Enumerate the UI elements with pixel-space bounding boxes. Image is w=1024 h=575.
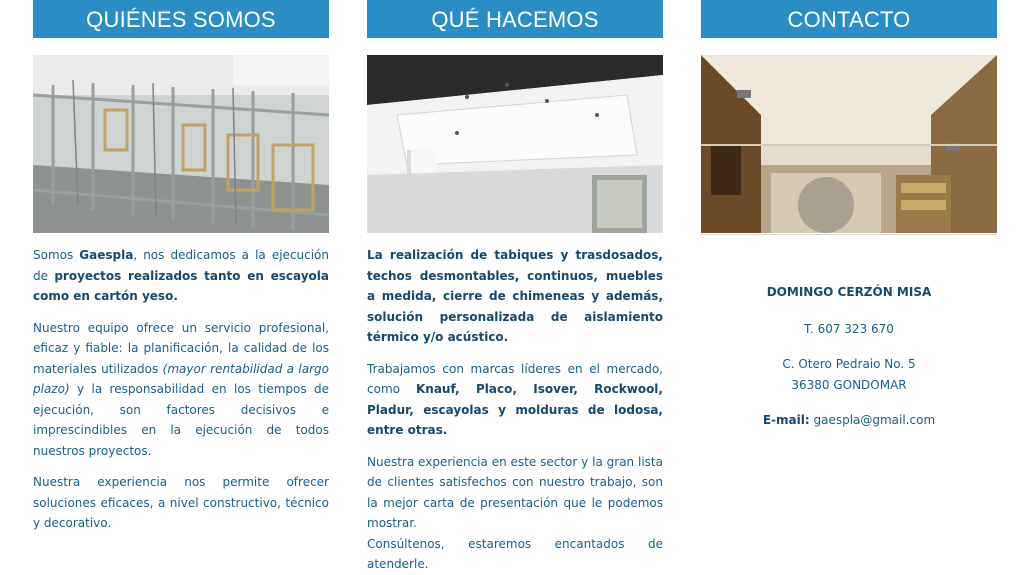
contact-email-row xyxy=(701,410,997,431)
email-label: E-mail: xyxy=(762,413,810,427)
services-paragraph-3: Nuestra experiencia en este sector y la gran lista de clientes satisfechos con nuestro trabajo, son la mejor carta de presentación que le podemos mostrar. Consúltenos, estaremos encantados de atenderle. xyxy=(367,454,663,571)
contact-column xyxy=(701,0,997,427)
brand-name: Gaespla xyxy=(79,248,134,262)
contact-header[interactable]: CONTACTO xyxy=(701,0,997,38)
about-text xyxy=(33,245,329,545)
services-paragraph-2: Trabajamos con marcas líderes en el mercado, como Knauf, Placo, Isover, Rockwool, Pladur, escayolas y molduras de lodosa, entre otras. xyxy=(367,361,663,437)
services-header[interactable]: QUÉ HACEMOS xyxy=(367,0,663,38)
services-photo xyxy=(367,55,663,233)
services-column xyxy=(367,0,663,571)
contact-name: DOMINGO CERZÓN MISA xyxy=(766,285,932,299)
services-paragraph-1: La realización de tabiques y trasdosados, techos desmontables, continuos, muebles a medida, cierre de chimeneas y además, solución personalizada de aislamiento térmico y/o acústico. xyxy=(367,248,663,344)
about-header[interactable]: QUIÉNES SOMOS xyxy=(33,0,329,38)
email-link[interactable]: gaespla@gmail.com xyxy=(813,413,936,427)
about-column xyxy=(33,0,330,530)
contact-info xyxy=(701,282,997,431)
contact-photo xyxy=(701,55,997,233)
contact-phone: T. 607 323 670 xyxy=(804,321,894,336)
about-paragraph-2: Nuestro equipo ofrece un servicio profesional, eficaz y fiable: la planificación, la calidad de los materiales utilizados (mayor rentabilidad a largo plazo) y la responsabilidad en los tiempos de ejecución, son factores decisivos e imprescindibles en la ejecución de todos nuestros proyectos. xyxy=(33,320,330,458)
about-paragraph-1: Somos Gaespla, nos dedicamos a la ejecución de proyectos realizados tanto en escayola como en cartón yeso. xyxy=(33,248,329,303)
contact-divider xyxy=(701,234,997,235)
services-text xyxy=(367,245,663,575)
about-photo xyxy=(33,55,329,233)
contact-address-line-2: 36380 GONDOMAR xyxy=(791,377,907,392)
contact-address-line-1: C. Otero Pedraio No. 5 xyxy=(782,357,916,371)
about-paragraph-3: Nuestra experiencia nos permite ofrecer soluciones eficaces, a nivel constructivo, técnico y decorativo. xyxy=(33,475,329,530)
